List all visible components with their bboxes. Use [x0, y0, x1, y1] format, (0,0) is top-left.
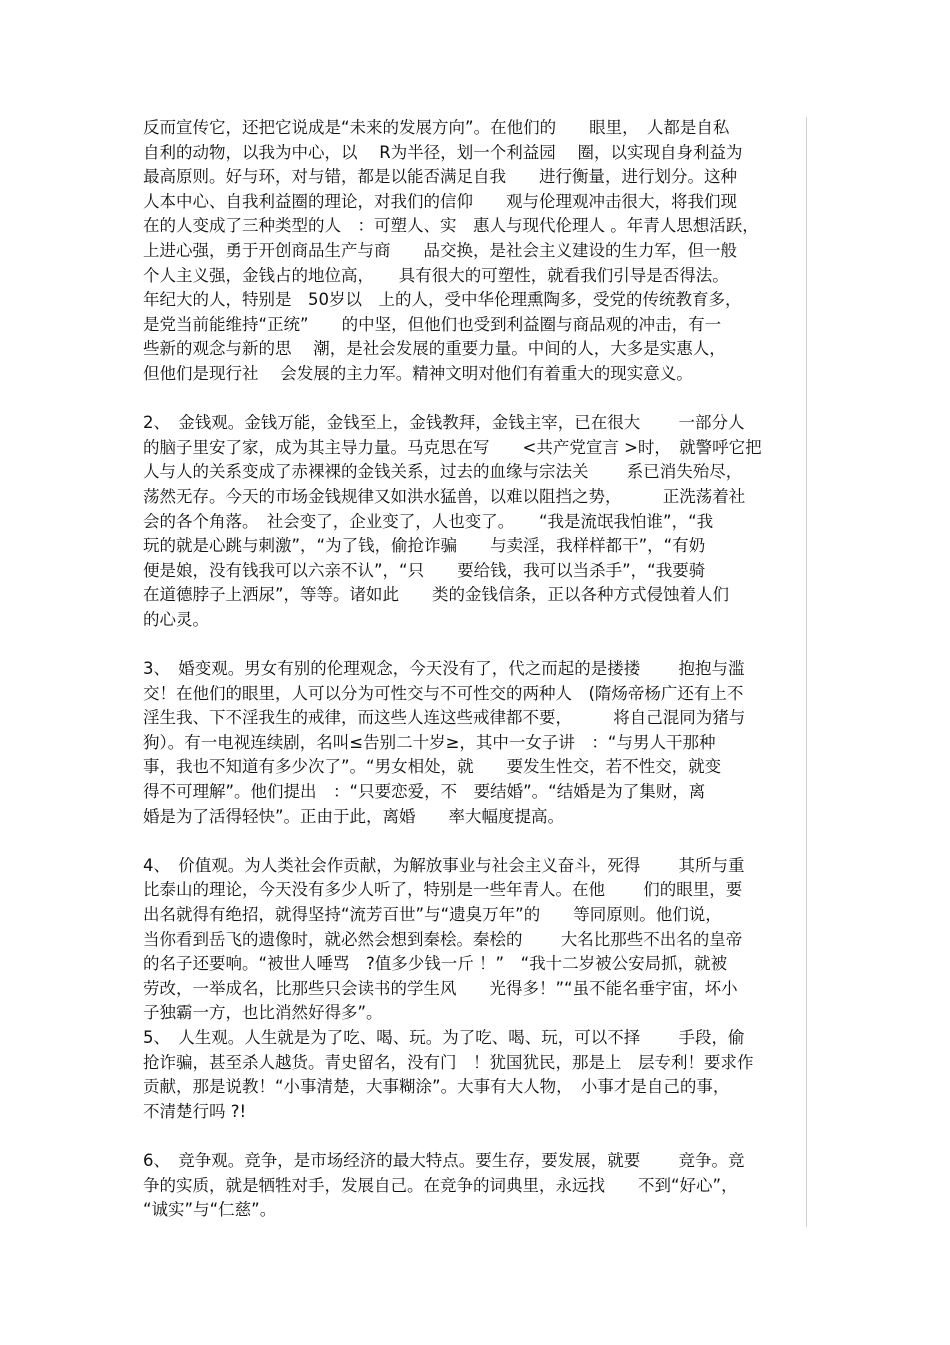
text-line: 狗）。有一电视连续剧，名叫≤告别二十岁≥，其中一女子讲 ：“与男人干那种: [143, 732, 716, 752]
paragraph-6: [143, 1149, 805, 1223]
paragraph-spacer: [143, 829, 805, 854]
text-line: 子独霸一方，也比消然好得多”。: [143, 1003, 383, 1023]
text-line: 自利的动物，以我为中心，以 R为半径，划一个利益园 圈，以实现自身利益为: [143, 142, 743, 162]
text-line: 贡献，那是说教！“小事清楚，大事糊涂”。大事有大人物， 小事才是自己的事，: [143, 1077, 730, 1097]
text-line: 但他们是现行社 会发展的主力军。精神文明对他们有着重大的现实意义。: [143, 363, 693, 383]
paragraph-2: [143, 411, 805, 632]
text-line: 争的实质，就是牺牲对手，发展自己。在竞争的词典里，永远找 不到“好心”，: [143, 1175, 738, 1195]
text-line: 3、 婚变观。男女有别的伦理观念，今天没有了，代之而起的是搂搂 抱抱与滥: [143, 659, 745, 679]
text-line: 最高原则。好与环，对与错，都是以能否满足自我 进行衡量，进行划分。这种: [143, 167, 737, 187]
text-line: 在道德脖子上洒尿”，等等。诸如此 类的金钱信条，正以各种方式侵蚀着人们: [143, 585, 730, 605]
text-line: 在的人变成了三种类型的人 ：可塑人、实 惠人与现代伦理人 。年青人思想活跃，: [143, 216, 759, 236]
text-line: 是党当前能维持“正统” 的中坚，但他们也受到利益圈与商品观的冲击，有一: [143, 314, 722, 334]
paragraph-spacer: [143, 632, 805, 657]
paragraph-3: [143, 657, 805, 829]
text-line: 得不可理解”。他们提出 ：“只要恋爱，不 要结婚”。“结婚是为了集财，离: [143, 782, 706, 802]
text-line: 婚是为了活得轻快”。正由于此，离婚 率大幅度提高。: [143, 806, 565, 826]
text-line: 4、 价值观。为人类社会作贡献，为解放事业与社会主义奋斗，死得 其所与重: [143, 855, 745, 875]
text-line: 便是娘，没有钱我可以六亲不认”，“只 要给钱，我可以当杀手”，“我要骑: [143, 560, 706, 580]
text-line: 劳改，一举成名，比那些只会读书的学生风 光得多！”“虽不能名垂宇宙，坏小: [143, 978, 738, 998]
text-line: 人与人的关系变成了赤裸裸的金钱关系，过去的血缘与宗法关 系已消失殆尽，: [143, 462, 743, 482]
text-line: 反而宣传它，还把它说成是“未来的发展方向”。在他们的 眼里， 人都是自私: [143, 118, 730, 137]
text-line: 个人主义强，金钱占的地位高， 具有很大的可塑性，就看我们引导是否得法。: [143, 265, 729, 285]
text-line: 当你看到岳飞的遗像时，就必然会想到秦桧。秦桧的 大名比那些不出名的皇帝: [143, 929, 743, 949]
paragraph-spacer: [143, 387, 805, 412]
text-line: 5、 人生观。人生就是为了吃、喝、玩。为了吃、喝、玩，可以不择 手段，偷: [143, 1027, 745, 1047]
text-line: 的名子还要响。“被世人唾骂 ?值多少钱一斤 ！” “我十二岁被公安局抓，就被: [143, 954, 728, 974]
text-line: 荡然无存。今天的市场金钱规律又如洪水猛兽，以难以阻挡之势， 正洗荡着社: [143, 486, 746, 506]
text-line: 年纪大的人，特别是 50岁以 上的人，受中华伦理熏陶多，受党的传统教育多，: [143, 290, 742, 310]
text-line: 淫生我、下不淫我生的戒律，而这些人连这些戒律都不要， 将自己混同为猪与: [143, 708, 746, 728]
text-line: 些新的观念与新的思 潮，是社会发展的重要力量。中间的人，大多是实惠人，: [143, 339, 726, 359]
text-line: 玩的就是心跳与刺激”，“为了钱，偷抢诈骗 与卖淫，我样样都干”，“有奶: [143, 536, 706, 556]
text-line: 人本中心、自我利益圈的理论，对我们的信仰 观与伦理观冲击很大，将我们现: [143, 191, 737, 211]
paragraph-4: [143, 854, 805, 1026]
paragraph-1: [143, 116, 805, 387]
text-line: 6、 竞争观。竞争，是市场经济的最大特点。要生存，要发展，就要 竞争。竞: [143, 1150, 745, 1170]
text-line: 比泰山的理论，今天没有多少人听了，特别是一些年青人。在他 们的眼里，要: [143, 880, 743, 900]
text-line: 交！在他们的眼里，人可以分为可性交与不可性交的两种人 (隋炀帝杨广还有上不: [143, 683, 744, 703]
text-line: 2、 金钱观。金钱万能，金钱至上，金钱教拜，金钱主宰，已在很大 一部分人: [143, 413, 745, 433]
paragraph-spacer: [143, 1124, 805, 1149]
text-line: 事，我也不知道有多少次了”。“男女相处，就 要发生性交，若不性交，就变: [143, 757, 722, 777]
right-margin-rule: [806, 117, 807, 1227]
text-line: 会的各个角落。 社会变了，企业变了，人也变了。 “我是流氓我怕谁”，“我: [143, 511, 714, 531]
text-line: 抢诈骗，甚至杀人越货。青史留名，没有门 ！犹国犹民，那是上 层专利！要求作: [143, 1052, 754, 1072]
document-body: [143, 116, 805, 1223]
text-line: 不清楚行吗 ?!: [143, 1101, 247, 1121]
paragraph-5: [143, 1026, 805, 1124]
text-line: 出名就得有绝招，就得坚持“流芳百世”与“遗臭万年”的 等同原则。他们说，: [143, 905, 722, 924]
text-line: 上进心强，勇于开创商品生产与商 品交换，是社会主义建设的生力军，但一般: [143, 240, 737, 260]
text-line: “诚实”与“仁慈”。: [143, 1200, 277, 1220]
text-line: 的脑子里安了家，成为其主导力量。马克思在写 <共产党宣言 >时， 就警呼它把: [143, 437, 762, 457]
text-line: 的心灵。: [143, 609, 209, 629]
